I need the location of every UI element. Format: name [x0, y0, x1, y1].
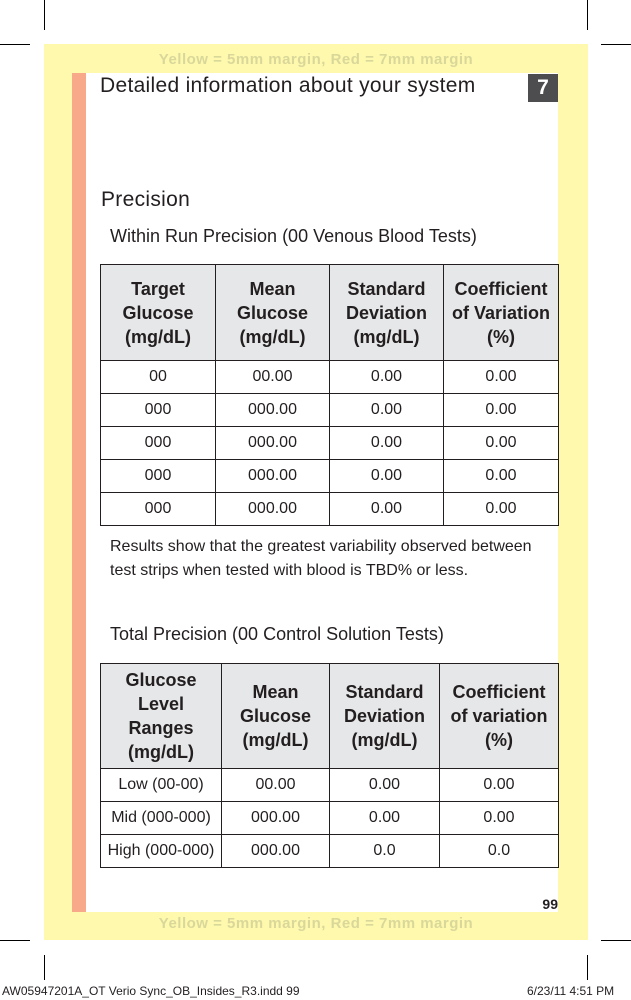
table-cell: Mid (000-000) [101, 802, 222, 835]
table-cell: 0.00 [444, 460, 559, 493]
red-margin-strip [72, 73, 86, 912]
table-cell: 000 [101, 460, 216, 493]
table-row [101, 802, 559, 835]
crop-mark [44, 955, 45, 980]
column-header: Glucose Level Ranges (mg/dL) [101, 664, 222, 769]
table-cell: 00.00 [222, 769, 330, 802]
table-cell: 0.00 [330, 769, 440, 802]
table-cell: 0.0 [440, 835, 559, 868]
crop-mark [587, 955, 588, 980]
table-cell: Low (00-00) [101, 769, 222, 802]
table-cell: 00 [101, 361, 216, 394]
column-header: Standard Deviation (mg/dL) [330, 265, 444, 361]
column-header: Coefficient of variation (%) [440, 664, 559, 769]
page-number: 99 [542, 896, 558, 912]
table-cell: 0.00 [330, 493, 444, 526]
table-row [101, 394, 559, 427]
slug-filename: AW05947201A_OT Verio Sync_OB_Insides_R3.indd 99 [2, 984, 300, 998]
crop-mark [44, 0, 45, 30]
table-cell: 0.00 [330, 802, 440, 835]
crop-mark [0, 940, 30, 941]
table-cell: 0.00 [330, 460, 444, 493]
within-run-table [100, 264, 559, 526]
table-header-row [101, 664, 559, 769]
crop-mark [0, 44, 30, 45]
table-cell: 0.00 [444, 427, 559, 460]
table-cell: 000.00 [216, 493, 330, 526]
table-cell: 00.00 [216, 361, 330, 394]
table-cell: 0.00 [444, 394, 559, 427]
slug-date: 6/23/11 4:51 PM [527, 984, 615, 998]
column-header: Mean Glucose (mg/dL) [222, 664, 330, 769]
page-header-title: Detailed information about your system [100, 74, 476, 97]
total-precision-title: Total Precision (00 Control Solution Tests) [110, 624, 444, 644]
table-cell: 000.00 [216, 394, 330, 427]
total-precision-table [100, 663, 559, 868]
within-run-note: Results show that the greatest variability observed between test strips when tested with blood is TBD% or less. [110, 538, 532, 579]
table-cell: 0.00 [444, 361, 559, 394]
column-header: Standard Deviation (mg/dL) [330, 664, 440, 769]
table-cell: High (000-000) [101, 835, 222, 868]
crop-mark [587, 0, 588, 30]
within-run-title: Within Run Precision (00 Venous Blood Tests) [110, 226, 477, 246]
table-cell: 000 [101, 493, 216, 526]
table-cell: 0.00 [330, 361, 444, 394]
margin-note-bottom: Yellow = 5mm margin, Red = 7mm margin [158, 915, 474, 932]
table-cell: 000.00 [222, 835, 330, 868]
table-cell: 000.00 [216, 427, 330, 460]
margin-note-top: Yellow = 5mm margin, Red = 7mm margin [158, 51, 474, 68]
chapter-tab: 7 [528, 74, 558, 102]
table-cell: 0.00 [330, 394, 444, 427]
table-row [101, 427, 559, 460]
table-cell: 0.0 [330, 835, 440, 868]
column-header: Mean Glucose (mg/dL) [216, 265, 330, 361]
crop-mark [601, 44, 631, 45]
table-cell: 000 [101, 427, 216, 460]
table-cell: 000 [101, 394, 216, 427]
section-title: Precision [101, 188, 191, 211]
column-header: Coefficient of Variation (%) [444, 265, 559, 361]
table-cell: 0.00 [440, 802, 559, 835]
table-row [101, 460, 559, 493]
table-row [101, 769, 559, 802]
table-cell: 000.00 [216, 460, 330, 493]
crop-mark [601, 940, 631, 941]
column-header: Target Glucose (mg/dL) [101, 265, 216, 361]
table-header-row [101, 265, 559, 361]
table-row [101, 835, 559, 868]
table-cell: 0.00 [440, 769, 559, 802]
table-cell: 000.00 [222, 802, 330, 835]
table-row [101, 361, 559, 394]
table-cell: 0.00 [330, 427, 444, 460]
table-cell: 0.00 [444, 493, 559, 526]
table-row [101, 493, 559, 526]
